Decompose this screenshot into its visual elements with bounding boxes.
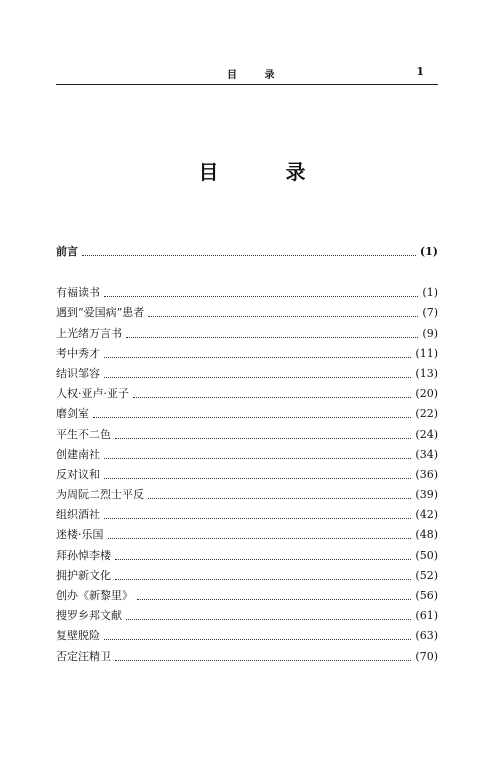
dot-leader <box>82 254 416 256</box>
toc-preface-title: 前言 <box>56 245 78 258</box>
dot-leader <box>104 517 411 519</box>
toc-entry-page: (52) <box>415 568 438 582</box>
toc-entry[interactable] <box>56 643 438 663</box>
toc-entry[interactable] <box>56 320 438 340</box>
dot-leader <box>93 416 411 418</box>
toc-entry-page: (63) <box>415 629 438 643</box>
toc-entry[interactable] <box>56 462 438 482</box>
dot-leader <box>148 315 418 317</box>
toc-entry-page: (34) <box>415 447 438 461</box>
header-rule <box>56 84 438 85</box>
dot-leader <box>115 578 411 580</box>
toc-entry-page: (11) <box>415 346 438 360</box>
dot-leader <box>104 477 411 479</box>
dot-leader <box>115 437 411 439</box>
toc-entry-page: (48) <box>415 528 438 542</box>
toc-entry-title: 否定汪精卫 <box>56 649 111 663</box>
toc-entry-title: 平生不二色 <box>56 427 111 441</box>
toc-entry-title: 拜孙悼李楼 <box>56 548 111 562</box>
toc-entry-page: (42) <box>415 508 438 522</box>
toc-entry[interactable] <box>56 583 438 603</box>
toc-entry-page: (22) <box>415 407 438 421</box>
toc-entry[interactable] <box>56 341 438 361</box>
dot-leader <box>104 295 418 297</box>
dot-leader <box>115 558 411 560</box>
toc-entry[interactable] <box>56 542 438 562</box>
toc-preface-page: (1) <box>419 245 438 258</box>
toc-entry-page: (39) <box>415 488 438 502</box>
toc-entry[interactable] <box>56 421 438 441</box>
toc-entry-list <box>56 280 438 664</box>
toc-entry-title: 磨剑室 <box>56 407 89 421</box>
toc-entry-title: 创建南社 <box>56 447 100 461</box>
toc-entry-title: 遇到“爱国病”患者 <box>56 306 145 320</box>
toc-entry[interactable] <box>56 502 438 522</box>
toc-entry-page: (56) <box>415 589 438 602</box>
toc-entry[interactable] <box>56 482 438 502</box>
toc-preface[interactable] <box>56 237 438 259</box>
toc-entry-title: 为周阮二烈士平反 <box>56 488 144 502</box>
toc-entry-title: 上光绪万言书 <box>56 326 122 340</box>
dot-leader <box>126 618 411 620</box>
toc-entry[interactable] <box>56 603 438 623</box>
dot-leader <box>115 659 411 661</box>
dot-leader <box>104 638 411 640</box>
toc-entry[interactable] <box>56 401 438 421</box>
page-title: 目 录 <box>198 160 336 184</box>
dot-leader <box>104 356 411 358</box>
toc-entry-title: 搜罗乡邦文献 <box>56 609 122 623</box>
dot-leader <box>104 457 411 459</box>
toc-entry-page: (61) <box>415 609 438 623</box>
toc-entry-title: 拥护新文化 <box>56 568 111 582</box>
dot-leader <box>126 336 418 338</box>
toc-entry-page: (24) <box>415 427 438 441</box>
toc-entry[interactable] <box>56 623 438 643</box>
dot-leader <box>148 497 411 499</box>
toc-entry-page: (36) <box>415 467 438 481</box>
running-header-title: 目 录 <box>227 70 287 81</box>
toc-entry-title: 考中秀才 <box>56 346 100 360</box>
table-of-contents <box>56 237 438 664</box>
running-header <box>56 64 438 82</box>
dot-leader <box>104 376 411 378</box>
toc-entry-title: 迷楼·乐国 <box>56 528 104 542</box>
toc-entry-page: (7) <box>422 306 438 320</box>
toc-entry[interactable] <box>56 361 438 381</box>
toc-entry-title: 有福读书 <box>56 286 100 300</box>
toc-entry-page: (70) <box>415 649 438 663</box>
toc-entry-page: (50) <box>415 548 438 562</box>
toc-entry[interactable] <box>56 442 438 462</box>
toc-entry-title: 人权·亚卢·亚子 <box>56 387 129 401</box>
toc-entry[interactable] <box>56 280 438 300</box>
toc-entry[interactable] <box>56 300 438 320</box>
toc-entry-page: (13) <box>415 366 438 380</box>
toc-entry[interactable] <box>56 522 438 542</box>
toc-entry-page: (9) <box>422 326 438 340</box>
toc-entry-title: 创办《新黎里》 <box>56 589 133 602</box>
toc-entry[interactable] <box>56 381 438 401</box>
toc-entry-title: 复壁脱险 <box>56 629 100 643</box>
toc-entry-page: (1) <box>422 286 438 300</box>
page-number: 1 <box>416 65 424 78</box>
dot-leader <box>108 537 412 539</box>
dot-leader <box>133 396 411 398</box>
toc-entry-title: 反对议和 <box>56 467 100 481</box>
toc-entry-title: 结识邹容 <box>56 366 100 380</box>
toc-entry-title: 组织酒社 <box>56 508 100 522</box>
dot-leader <box>137 598 411 600</box>
toc-entry[interactable] <box>56 563 438 583</box>
toc-entry-page: (20) <box>415 387 438 401</box>
